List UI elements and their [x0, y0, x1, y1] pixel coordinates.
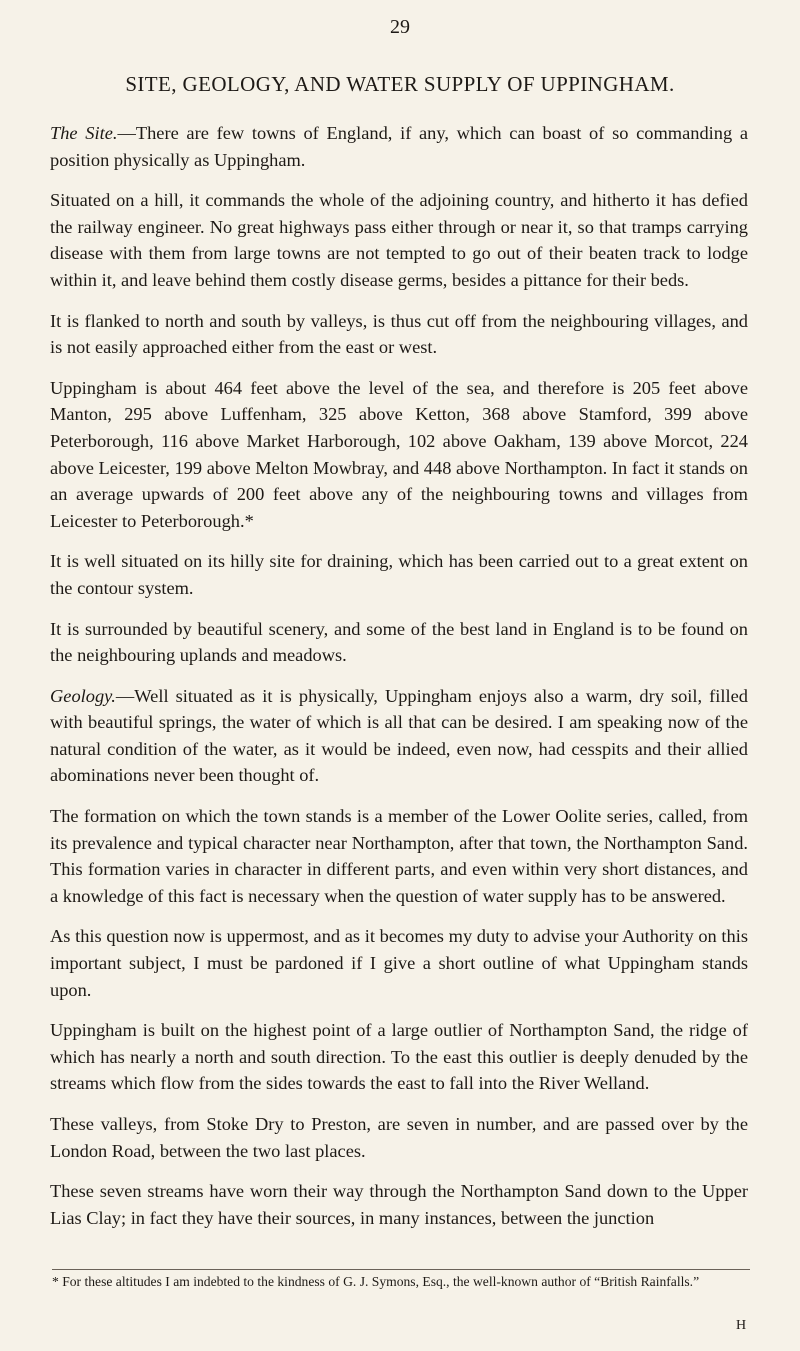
- paragraph: [50, 616, 748, 669]
- paragraph-text: It is well situated on its hilly site for draining, which has been carried out to a great extent on the contour system.: [50, 551, 748, 598]
- paragraph-text: It is surrounded by beautiful scenery, and some of the best land in England is to be found on the neighbouring uplands and meadows.: [50, 618, 748, 666]
- paragraph: [50, 548, 748, 601]
- footnote: * For these altitudes I am indebted to the kindness of G. J. Symons, Esq., the well-known author of “British Rainfalls.”: [52, 1274, 700, 1289]
- paragraph-text: These seven streams have worn their way through the Northampton Sand down to the Upper Lias Clay; in fact they have their sources, in many instances, between the junction: [50, 1181, 748, 1228]
- paragraph: [50, 803, 748, 909]
- paragraph: [50, 375, 748, 535]
- paragraph-text: These valleys, from Stoke Dry to Preston, are seven in number, and are passed over by the London Road, between the two last places.: [50, 1114, 748, 1161]
- paragraph-text: It is flanked to north and south by valleys, is thus cut off from the neighbouring villages, and is not easily approached either from the east or west.: [50, 310, 748, 358]
- paragraph-text: As this question now is uppermost, and as it becomes my duty to advise your Authority on this important subject, I must be pardoned if I give a short outline of what Uppingham stands upon.: [50, 926, 748, 1000]
- paragraph-text: Uppingham is built on the highest point of a large outlier of Northampton Sand, the ridge of which has nearly a north and south direction. To the east this outlier is deeply denuded by the streams which flow from the sides towards the east to fall into the River Welland.: [50, 1020, 748, 1094]
- paragraph-text: The formation on which the town stands is a member of the Lower Oolite series, called, from its prevalence and typical character near Northampton, after that town, the Northampton Sand. This formation varies in character in different parts, and even within very short distances, and a knowledge of this fact is necessary when the question of water supply has to be answered.: [50, 806, 748, 906]
- paragraph: [50, 187, 748, 293]
- paragraph: [50, 120, 748, 173]
- paragraph-text: —Well situated as it is physically, Uppingham enjoys also a warm, dry soil, filled with beautiful springs, the water of which is all that can be desired. I am speaking now of the natural condition of the water, as it would be indeed, even now, had cesspits and their allied abominations never been thought of.: [50, 685, 748, 786]
- paragraph-lead: Geology.: [50, 685, 116, 706]
- paragraph-text: —There are few towns of England, if any, which can boast of so commanding a position physically as Uppingham.: [50, 123, 748, 170]
- paragraph-text: Uppingham is about 464 feet above the level of the sea, and therefore is 205 feet above Manton, 295 above Luffenham, 325 above Ketton, 368 above Stamford, 399 above Peterborough, 116 above Market Harborough, 102 above Oakham, 139 above Morcot, 224 above Leicester, 199 above Melton Mowbray, and 448 above Northampton. In fact it stands on an average upwards of 200 feet above any of the neighbouring towns and villages from Leicester to Peterborough.*: [50, 377, 748, 531]
- footnote-rule: [52, 1269, 750, 1270]
- paragraph: [50, 1111, 748, 1164]
- signature-mark: H: [736, 1318, 747, 1333]
- page-title: SITE, GEOLOGY, AND WATER SUPPLY OF UPPINGHAM.: [125, 72, 675, 96]
- paragraph-lead: The Site.: [50, 123, 118, 143]
- paragraph: [50, 923, 748, 1003]
- paragraph: [50, 1017, 748, 1097]
- paragraph: [50, 1178, 748, 1231]
- paragraph: [50, 683, 748, 789]
- page-number: 29: [390, 16, 410, 38]
- body-text: [50, 120, 748, 1245]
- paragraph: [50, 308, 748, 361]
- paragraph-text: Situated on a hill, it commands the whole of the adjoining country, and hitherto it has defied the railway engineer. No great highways pass either through or near it, so that tramps carrying disease with them from large towns are not tempted to go out of their beaten track to lodge within it, and leave behind them costly disease germs, besides a pittance for their beds.: [50, 190, 748, 290]
